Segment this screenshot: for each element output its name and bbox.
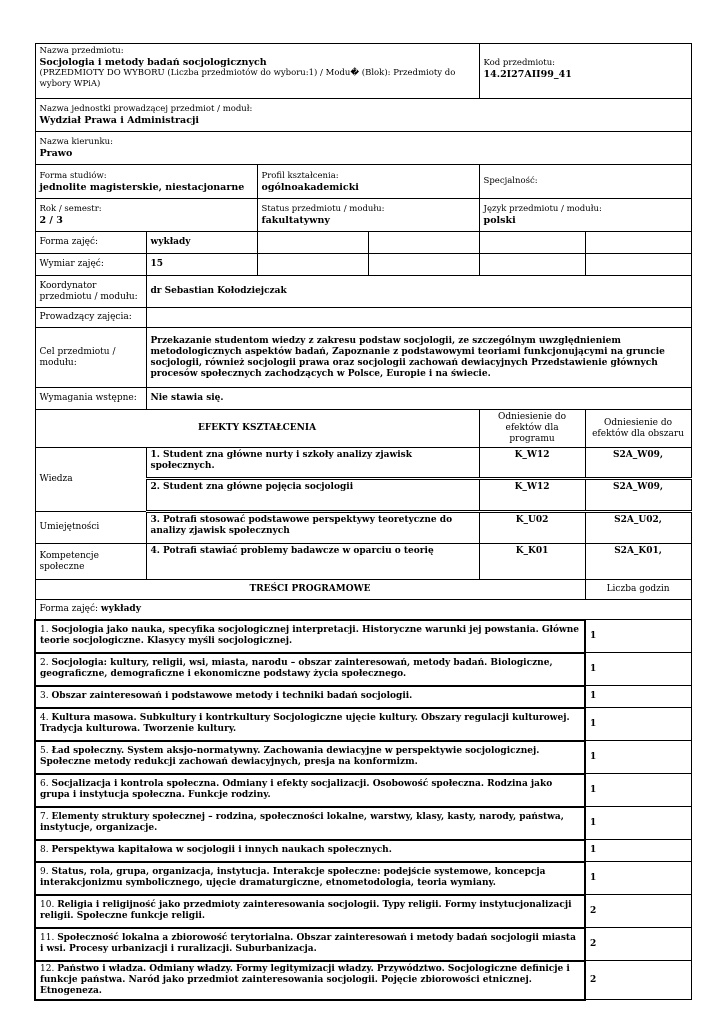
- content-row-desc: Ład społeczny. System aksjo-normatywny. Zachowania dewiacyjne w perspektywie socjologicznej. Społeczne metody redukcji zachowań dewiacyjnych, presja na konformizm.: [40, 746, 540, 767]
- content-row-desc: Status, rola, grupa, organizacja, instytucja. Interakcje społeczne: podejście systemowe, koncepcja interakcjonizmu symbolicznego, ujęcie dramaturgiczne, etnometodologia, teoria wymiany.: [40, 867, 546, 888]
- coordinator-label: Koordynator przedmiotu / modułu:: [35, 276, 146, 308]
- field-value: Prawo: [39, 148, 73, 159]
- class-hours-empty-2: [368, 254, 479, 276]
- content-row-num: 1.: [40, 625, 52, 635]
- study-form-cell: [35, 165, 257, 199]
- unit-label: Nazwa jednostki prowadzącej przedmiot / moduł:: [39, 104, 253, 114]
- requirements-value: Nie stawia się.: [146, 388, 691, 410]
- content-row-hours: 1: [585, 708, 691, 741]
- content-row-text: [35, 741, 585, 774]
- class-form-empty-1: [257, 232, 368, 254]
- year-label: Rok / semestr:: [39, 204, 102, 214]
- language-cell: [479, 199, 691, 232]
- class-form-value: wykłady: [146, 232, 257, 254]
- outcome-program: K_W12: [479, 479, 585, 512]
- status-label: Status przedmiotu / modułu:: [261, 204, 385, 214]
- content-row-desc: Społeczność lokalna a zbiorowość terytorialna. Obszar zainteresowań i metody badań socjologii miasta i wsi. Procesy urbanizacji i ruralizacji. Suburbanizacja.: [40, 933, 576, 954]
- content-row-hours: 1: [585, 840, 691, 862]
- lecturers-label: Prowadzący zajęcia:: [35, 308, 146, 328]
- content-row-desc: Elementy struktury społecznej – rodzina, społeczności lokalne, warstwy, klasy, kasty, narody, państwa, instytucje, organizacje.: [40, 812, 564, 833]
- outcome-program: K_K01: [479, 544, 585, 580]
- content-row-text: [35, 686, 585, 708]
- specialty-cell: [479, 165, 691, 199]
- content-row-text: [35, 620, 585, 653]
- content-row-hours: 1: [585, 862, 691, 895]
- year-cell: [35, 199, 257, 232]
- content-row-num: 8.: [40, 845, 52, 855]
- content-row-desc: Socjalizacja i kontrola społeczna. Odmiany i efekty socjalizacji. Osobowość społeczna. Rodzina jako grupa i instytucja społeczna. Funkcje rodziny.: [40, 779, 553, 800]
- status-value: fakultatywny: [261, 215, 330, 226]
- subject-label: Nazwa przedmiotu:: [39, 46, 124, 56]
- outcome-area: S2A_U02,: [585, 512, 691, 544]
- code-cell: [479, 44, 691, 99]
- content-row-hours: 1: [585, 741, 691, 774]
- outcomes-skills-label: Umiejętności: [35, 512, 146, 544]
- unit-cell: [35, 99, 691, 132]
- content-row-num: 9.: [40, 867, 52, 877]
- content-form-prefix: Forma zajęć:: [39, 603, 101, 614]
- content-row-hours: 2: [585, 961, 691, 1000]
- study-form-label: Forma studiów:: [39, 170, 107, 181]
- content-row-text: [35, 840, 585, 862]
- content-row-num: 10.: [40, 900, 58, 910]
- content-row-num: 5.: [40, 746, 52, 756]
- content-row-num: 4.: [40, 713, 52, 723]
- content-row-num: 12.: [40, 963, 58, 974]
- content-form-value: wykłady: [100, 603, 141, 614]
- language-label: Język przedmiotu / modułu:: [483, 204, 602, 214]
- code-value: 14.2I27AII99_41: [483, 69, 572, 80]
- content-row-desc: Socjologia jako nauka, specyfika socjologicznej interpretacji. Historyczne warunki jej powstania. Główne teorie socjologiczne. Klasycy myśli socjologicznej.: [40, 625, 580, 646]
- content-row-desc: Państwo i władza. Odmiany władzy. Formy legitymizacji władzy. Przywództwo. Socjologiczne definicje i funkcje państwa. Naród jako przedmiot zainteresowania socjologii. Pojęcie zbiorowości etnicznej. Etnogeneza.: [40, 963, 570, 996]
- outcomes-social-label: Kompetencje społeczne: [35, 544, 146, 580]
- content-row-desc: Obszar zainteresowań i podstawowe metody i techniki badań socjologii.: [51, 691, 413, 701]
- content-row-desc: Perspektywa kapitałowa w socjologii i innych naukach społecznych.: [51, 845, 392, 855]
- content-row-desc: Kultura masowa. Subkultury i kontrkultury Socjologiczne ujęcie kultury. Obszary regulacji kulturowej. Tradycja kulturowa. Tworzenie kultury.: [40, 713, 570, 734]
- field-cell: [35, 132, 691, 165]
- outcome-program: K_W12: [479, 448, 585, 479]
- content-row-num: 6.: [40, 779, 52, 789]
- content-row-text: [35, 807, 585, 840]
- outcome-text: 1. Student zna główne nurty i szkoły analizy zjawisk społecznych.: [146, 448, 479, 479]
- content-row-num: 7.: [40, 812, 52, 822]
- outcomes-title: EFEKTY KSZTAŁCENIA: [35, 410, 479, 448]
- content-row-hours: 1: [585, 807, 691, 840]
- content-hours-header: Liczba godzin: [585, 580, 691, 600]
- goal-value: Przekazanie studentom wiedzy z zakresu podstaw socjologii, ze szczególnym uwzględnieniem metodologicznych aspektów badań, Zapoznanie z podstawowymi teoriami funkcjonującymi na gruncie socjologii, również socjologii prawa oraz socjologii zachowań dewiacyjnych Przedstawienie głównych procesów społecznych zachodzących w Polsce, Europie i na świecie.: [146, 328, 691, 388]
- class-form-empty-2: [368, 232, 479, 254]
- outcome-text: 3. Potrafi stosować podstawowe perspektywy teoretyczne do analizy zjawisk społecznych: [146, 512, 479, 544]
- syllabus-table: [34, 43, 692, 1001]
- goal-label: Cel przedmiotu / modułu:: [35, 328, 146, 388]
- subject-name: Socjologia i metody badań socjologicznych: [39, 57, 267, 68]
- content-row-text: [35, 774, 585, 807]
- subject-cell: [35, 44, 479, 99]
- class-hours-value: 15: [146, 254, 257, 276]
- status-cell: [257, 199, 479, 232]
- content-row-text: [35, 653, 585, 686]
- coordinator-value: dr Sebastian Kołodziejczak: [146, 276, 691, 308]
- content-row-hours: 2: [585, 895, 691, 928]
- subject-note: (PRZEDMIOTY DO WYBORU (Liczba przedmiotów do wyboru:1) / Modu� (Blok): Przedmioty do wybory WPiA): [39, 68, 456, 89]
- class-form-empty-3: [479, 232, 585, 254]
- language-value: polski: [483, 215, 516, 226]
- content-row-num: 11.: [40, 933, 58, 943]
- unit-value: Wydział Prawa i Administracji: [39, 115, 200, 126]
- content-form-cell: [35, 600, 691, 620]
- outcomes-area-header: Odniesienie do efektów dla obszaru: [585, 410, 691, 448]
- outcome-text: 4. Potrafi stawiać problemy badawcze w oparciu o teorię: [146, 544, 479, 580]
- content-row-num: 2.: [40, 658, 52, 668]
- content-title: TREŚCI PROGRAMOWE: [35, 580, 585, 600]
- content-row-text: [35, 708, 585, 741]
- code-label: Kod przedmiotu:: [483, 58, 556, 68]
- study-form-value: jednolite magisterskie, niestacjonarne: [39, 181, 245, 193]
- profile-label: Profil kształcenia:: [261, 170, 339, 181]
- content-row-num: 3.: [40, 691, 52, 701]
- outcome-area: S2A_W09,: [585, 448, 691, 479]
- content-row-hours: 1: [585, 620, 691, 653]
- outcome-program: K_U02: [479, 512, 585, 544]
- class-hours-empty-4: [585, 254, 691, 276]
- class-hours-empty-1: [257, 254, 368, 276]
- class-hours-label: Wymiar zajęć:: [35, 254, 146, 276]
- content-row-hours: 1: [585, 653, 691, 686]
- outcome-area: S2A_W09,: [585, 479, 691, 512]
- outcome-area: S2A_K01,: [585, 544, 691, 580]
- content-row-desc: Religia i religijność jako przedmioty zainteresowania socjologii. Typy religii. Formy instytucjonalizacji religii. Społeczne funkcje religii.: [40, 900, 572, 921]
- content-row-hours: 1: [585, 686, 691, 708]
- content-row-text: [35, 862, 585, 895]
- profile-value: ogólnoakademicki: [261, 181, 359, 193]
- outcomes-program-header: Odniesienie do efektów dla programu: [479, 410, 585, 448]
- content-row-hours: 2: [585, 928, 691, 961]
- requirements-label: Wymagania wstępne:: [35, 388, 146, 410]
- content-row-text: [35, 895, 585, 928]
- field-label: Nazwa kierunku:: [39, 137, 113, 147]
- class-form-empty-4: [585, 232, 691, 254]
- profile-cell: [257, 165, 479, 199]
- outcome-text: 2. Student zna główne pojęcia socjologii: [146, 479, 479, 512]
- content-row-desc: Socjologia: kultury, religii, wsi, miasta, narodu – obszar zainteresowań, metody badań. Biologiczne, geograficzne, demograficzne i ekonomiczne podstawy życia społecznego.: [40, 658, 553, 679]
- specialty-label: Specjalność:: [483, 176, 538, 186]
- content-row-hours: 1: [585, 774, 691, 807]
- content-row-text: [35, 961, 585, 1000]
- content-row-text: [35, 928, 585, 961]
- year-value: 2 / 3: [39, 215, 63, 226]
- lecturers-value: [146, 308, 691, 328]
- class-hours-empty-3: [479, 254, 585, 276]
- outcomes-knowledge-label: Wiedza: [35, 448, 146, 512]
- class-form-label: Forma zajęć:: [35, 232, 146, 254]
